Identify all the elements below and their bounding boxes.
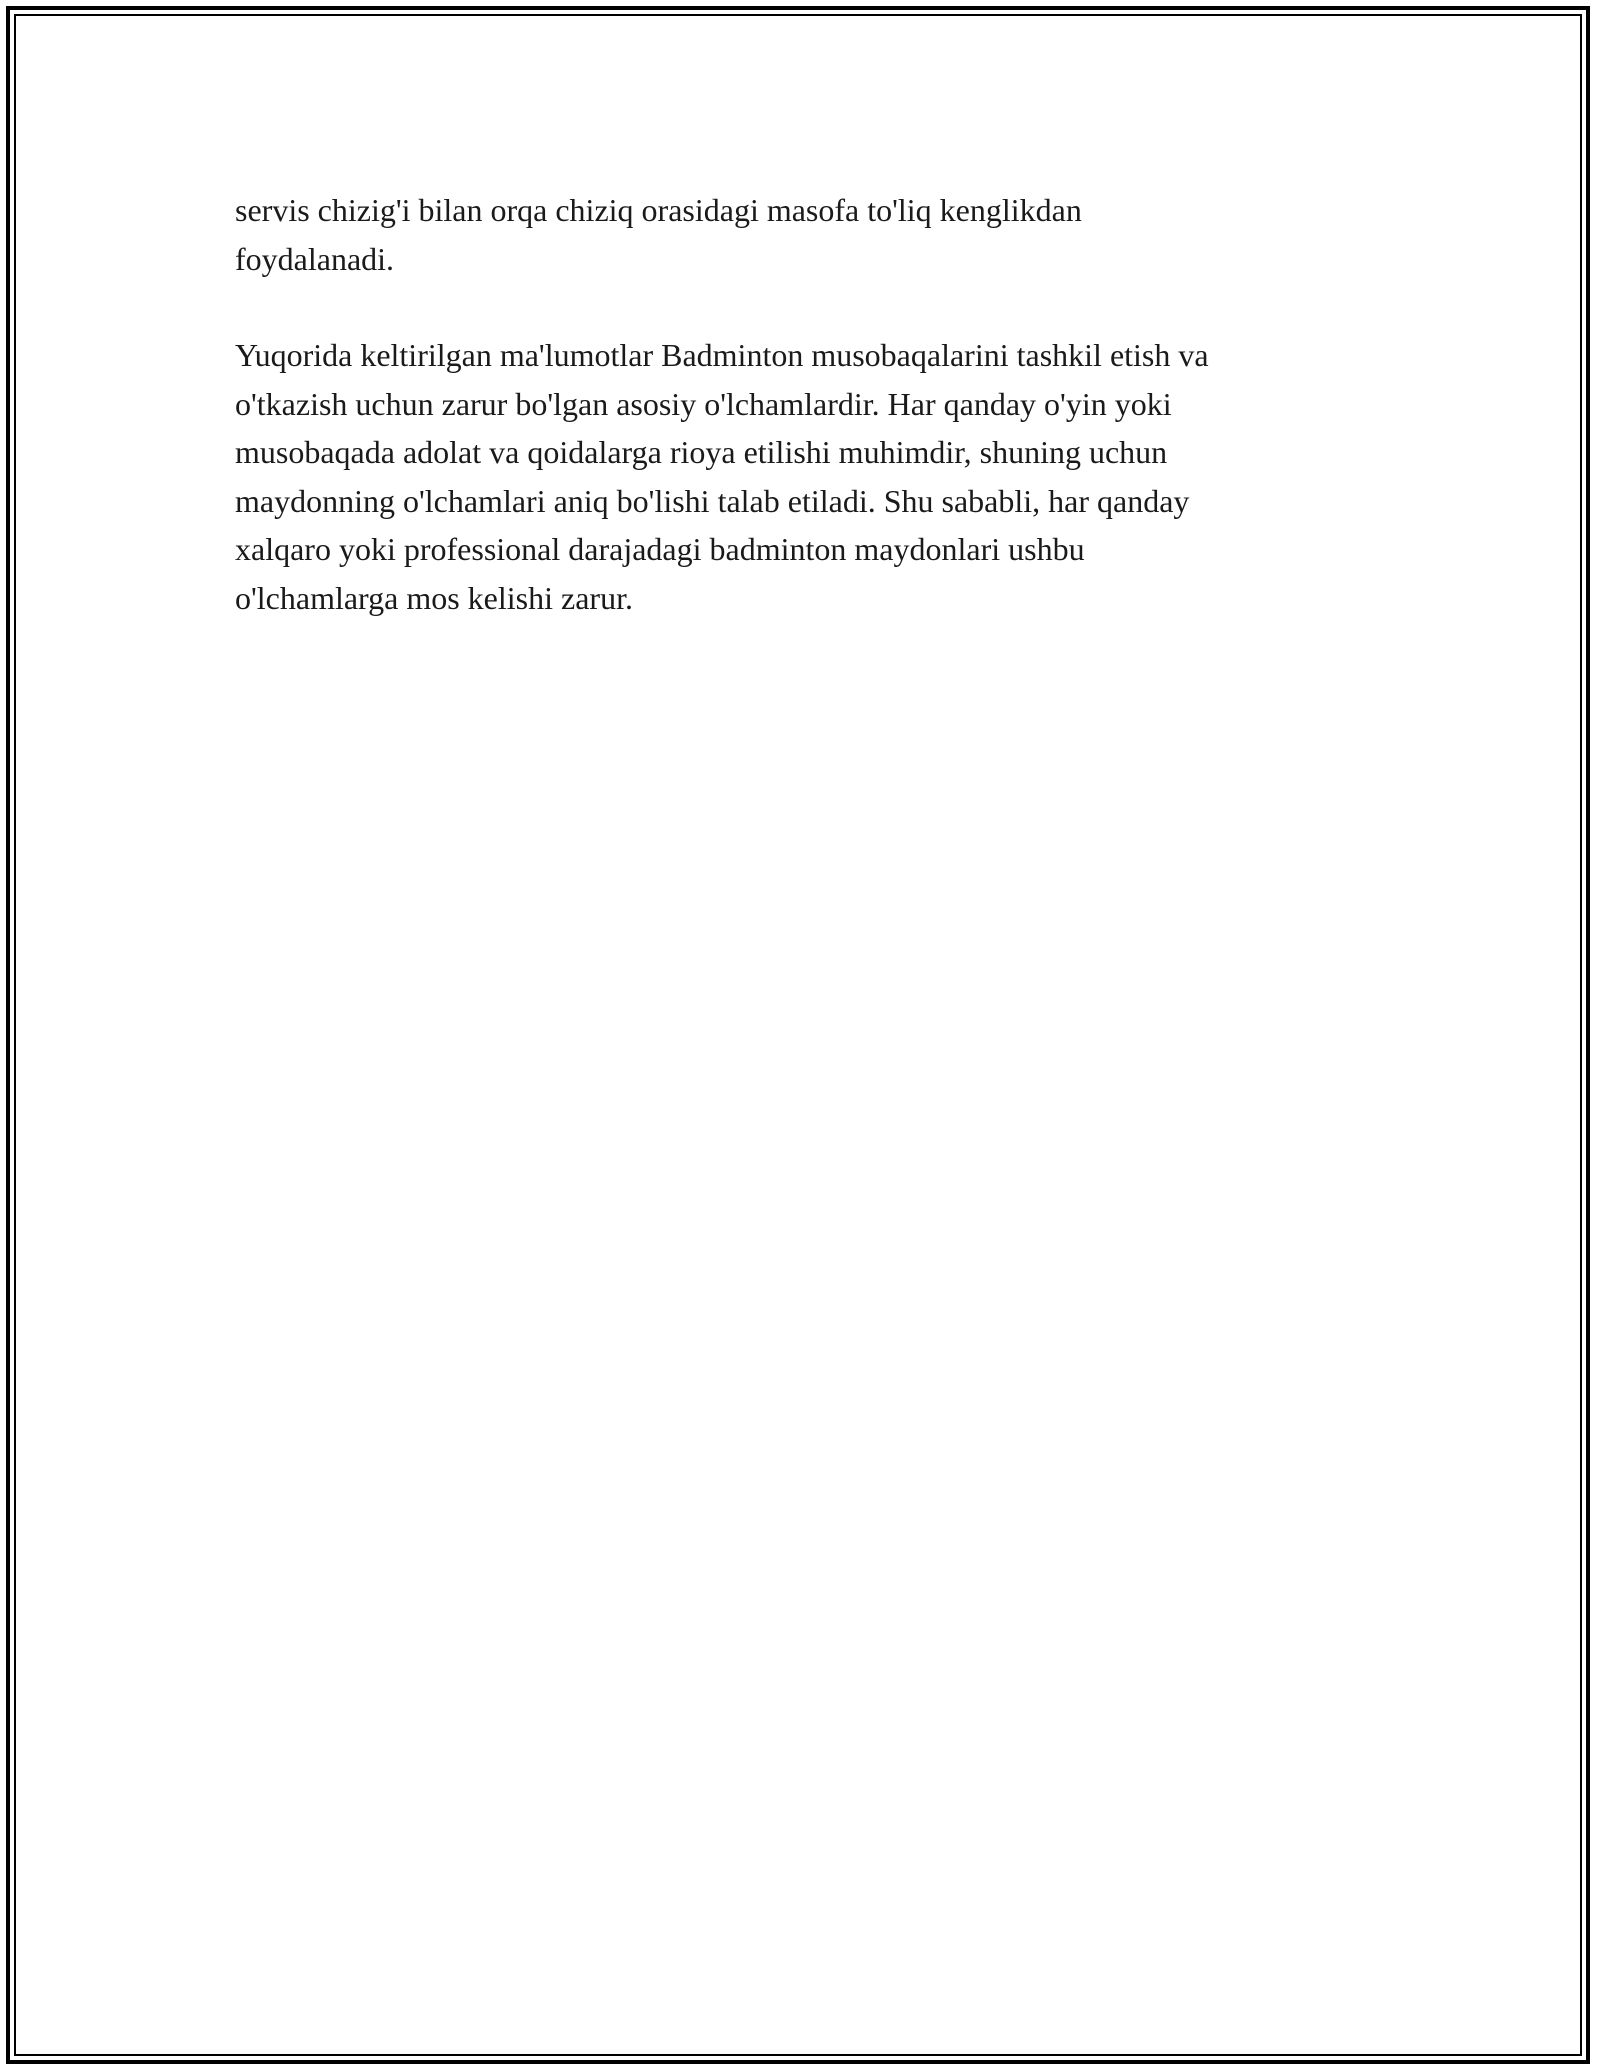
paragraph-2-line-1: Yuqorida keltirilgan ma'lumotlar Badminton musobaqalarini tashkil etish va bbox=[235, 337, 1209, 373]
paragraph-2-line-3: musobaqada adolat va qoidalarga rioya etilishi muhimdir, shuning uchun bbox=[235, 434, 1168, 470]
paragraph-1-line-2: foydalanadi. bbox=[235, 240, 395, 277]
paragraph-2-line-4: maydonning o'lchamlari aniq bo'lishi talab etiladi. Shu sababli, har qanday bbox=[235, 482, 1190, 519]
paragraph-1-line-1: servis chizig'i bilan orqa chiziq orasidagi masofa to'liq kenglikdan bbox=[235, 192, 1082, 228]
paragraph-2-line-5: xalqaro yoki professional darajadagi badminton maydonlari ushbu bbox=[235, 531, 1085, 567]
document-body bbox=[235, 186, 1375, 622]
paragraph-2-line-2: o'tkazish uchun zarur bo'lgan asosiy o'lchamlardir. Har qanday o'yin yoki bbox=[235, 385, 1172, 422]
paragraph-1 bbox=[235, 186, 1375, 283]
paragraph-2 bbox=[235, 331, 1375, 622]
paragraph-2-line-6: o'lchamlarga mos kelishi zarur. bbox=[235, 579, 633, 616]
